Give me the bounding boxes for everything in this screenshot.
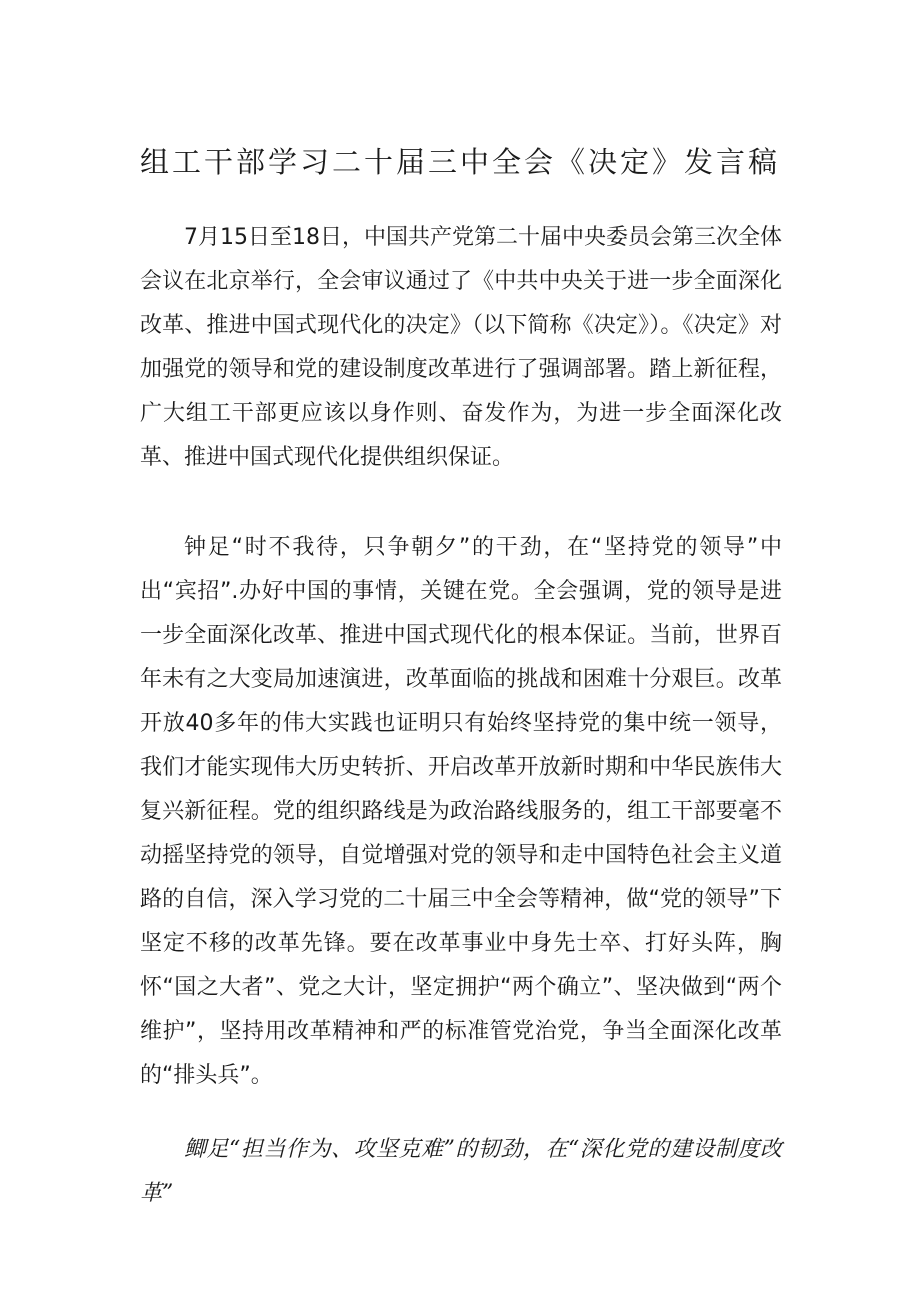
paragraph-party-leadership: 钟足“时不我待，只争朝夕”的干劲，在“坚持党的领导”中出“宾招”.办好中国的事情，关键在党。全会强调，党的领导是进一步全面深化改革、推进中国式现代化的根本保证。当前，世界百年未有之大变局加速演进，改革面临的挑战和困难十分艰巨。改革开放40多年的伟大实践也证明只有始终坚持党的集中统一领导，我们才能实现伟大历史转折、开启改革开放新时期和中华民族伟大复兴新征程。党的组织路线是为政治路线服务的，组工干部要毫不动摇坚持党的领导，自觉增强对党的领导和走中国特色社会主义道路的自信，深入学习党的二十届三中全会等精神，做“党的领导”下坚定不移的改革先锋。要在改革事业中身先士卒、打好头阵，胸怀“国之大者”、党之大计，坚定拥护“两个确立”、坚决做到“两个维护”，坚持用改革精神和严的标准管党治党，争当全面深化改革的“排头兵”。 bbox=[140, 535, 782, 1088]
document-title: 组工干部学习二十届三中全会《决定》发言稿 bbox=[139, 145, 780, 179]
paragraph-intro: 7月15日至18日，中国共产党第二十届中央委员会第三次全体会议在北京举行，全会审议通过了《中共中央关于进一步全面深化改革、推进中国式现代化的决定》（以下简称《决定》）。《决定》对加强党的领导和党的建设制度改革进行了强调部署。踏上新征程，广大组工干部更应该以身作则、奋发作为，为进一步全面深化改革、推进中国式现代化提供组织保证。 bbox=[140, 225, 782, 470]
paragraph-party-building-reform: 鲫足“担当作为、攻坚克难”的韧劲，在“深化党的建设制度改革” bbox=[140, 1137, 782, 1206]
